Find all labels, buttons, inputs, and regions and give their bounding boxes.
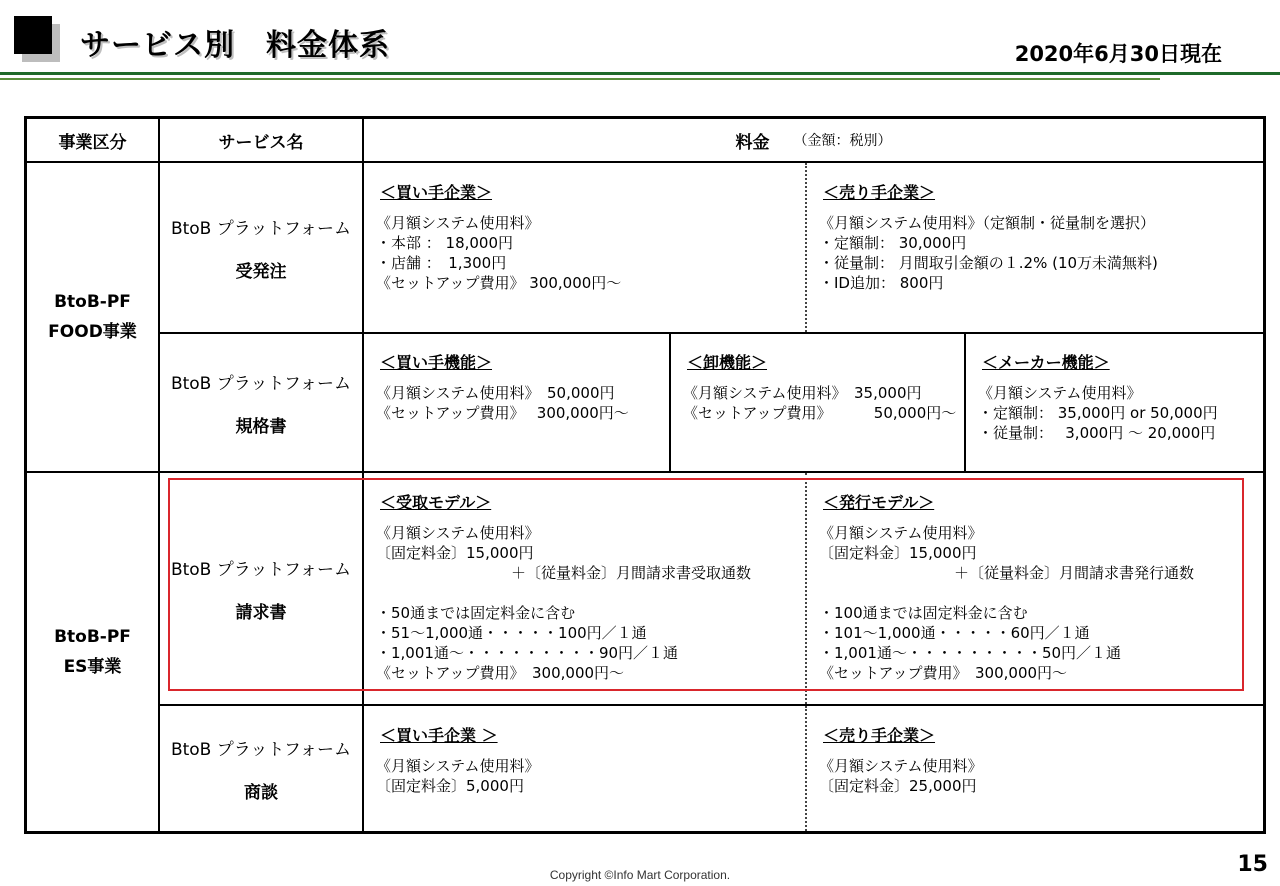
invoice-receive-line: ・51～1,000通・・・・・100円／１通 [376,624,647,642]
spec-maker-pricing [966,341,1263,443]
segment-food [27,163,158,471]
order-buyer-line: ・店舗 ： 1,300円 [376,254,507,272]
service-order-name: 受発注 [235,261,287,282]
invoice-receive-pricing [364,481,804,683]
spacer [376,583,792,603]
segment-es-line1: BtoB-PF [54,627,131,647]
invoice-issue-line: ＋〔従量料金〕月間請求書発行通数 [819,564,1195,582]
negotiation-seller-line: 《月額システム使用料》 [819,757,983,775]
invoice-receive-line: ・1,001通～・・・・・・・・・90円／１通 [376,644,679,662]
segment-es [27,473,158,831]
order-buyer-heading: ＜買い手企業＞ [380,183,493,202]
spec-buyer-line: 《セットアップ費用》 300,000円～ [376,404,629,422]
invoice-issue-line: ・101～1,000通・・・・・60円／１通 [819,624,1090,642]
negotiation-seller-pricing [807,714,1263,796]
invoice-issue-line: 〔固定料金〕15,000円 [819,544,977,562]
service-invoice [160,473,362,704]
order-buyer-line: 《月額システム使用料》 [376,214,540,232]
negotiation-buyer-heading: ＜買い手企業 ＞ [380,726,498,745]
segment-es-line2: ES事業 [63,657,122,677]
spec-buyer-line: 《月額システム使用料》 50,000円 [376,384,615,402]
invoice-receive-line: 〔固定料金〕15,000円 [376,544,534,562]
header-service-label: サービス名 [218,132,304,153]
spec-buyer-heading: ＜買い手機能＞ [380,353,493,372]
invoice-issue-line: ・1,001通～・・・・・・・・・50円／１通 [819,644,1122,662]
order-seller-line: 《月額システム使用料》（定額制・従量制を選択） [819,214,1156,232]
negotiation-seller-line: 〔固定料金〕25,000円 [819,777,977,795]
order-buyer-line: 《セットアップ費用》 300,000円～ [376,274,622,292]
header-rule-secondary [0,78,1160,80]
header-service [160,119,362,161]
service-spec [160,334,362,471]
negotiation-buyer-line: 《月額システム使用料》 [376,757,540,775]
service-order [160,163,362,332]
invoice-receive-line: ・50通までは固定料金に含む [376,604,576,622]
invoice-receive-line: ＋〔従量料金〕月間請求書受取通数 [376,564,752,582]
negotiation-buyer-line: 〔固定料金〕5,000円 [376,777,524,795]
order-seller-heading: ＜売り手企業＞ [823,183,936,202]
invoice-issue-line: 《月額システム使用料》 [819,524,983,542]
title-square-icon [14,16,52,54]
order-seller-pricing [807,171,1263,293]
invoice-receive-line: 《セットアップ費用》 300,000円～ [376,664,625,682]
header-price-note: （金額：税別） [793,133,892,149]
spec-wholesale-pricing [671,341,964,423]
page-title: サービス別 料金体系 [80,28,390,63]
order-seller-line: ・定額制： 30,000円 [819,234,967,252]
segment-food-line2: FOOD事業 [48,322,137,342]
service-spec-name: 規格書 [235,416,287,437]
header-segment-label: 事業区分 [58,132,127,153]
service-invoice-name: 請求書 [235,602,287,623]
invoice-issue-line: ・100通までは固定料金に含む [819,604,1028,622]
spec-wholesale-line: 《月額システム使用料》 35,000円 [683,384,922,402]
service-spec-platform: BtoB プラットフォーム [170,373,352,394]
as-of-date: 2020年6月30日現在 [1014,42,1222,66]
copyright: Copyright ©Info Mart Corporation. [549,868,731,882]
pricing-table [24,116,1266,834]
header-price-label: 料金 [735,132,770,153]
spec-maker-line: ・従量制： 3,000円 ～ 20,000円 [978,424,1216,442]
invoice-issue-line: 《セットアップ費用》 300,000円～ [819,664,1068,682]
invoice-issue-heading: ＜発行モデル＞ [823,493,935,512]
spec-maker-line: 《月額システム使用料》 [978,384,1142,402]
order-seller-line: ・従量制： 月間取引金額の１.2% (10万未満無料) [819,254,1158,272]
order-seller-line: ・ID追加： 800円 [819,274,944,292]
service-negotiation [160,706,362,831]
service-order-platform: BtoB プラットフォーム [170,218,352,239]
header-segment [27,119,158,161]
header-rule [0,72,1280,75]
invoice-issue-pricing [807,481,1263,683]
negotiation-seller-heading: ＜売り手企業＞ [823,726,936,745]
order-buyer-line: ・本部 ： 18,000円 [376,234,514,252]
spec-wholesale-heading: ＜卸機能＞ [687,353,768,372]
service-negotiation-platform: BtoB プラットフォーム [170,739,352,760]
spec-maker-line: ・定額制： 35,000円 or 50,000円 [978,404,1218,422]
segment-food-line1: BtoB-PF [54,292,131,312]
service-invoice-platform: BtoB プラットフォーム [170,559,352,580]
service-negotiation-name: 商談 [244,782,278,803]
invoice-receive-heading: ＜受取モデル＞ [380,493,492,512]
spec-buyer-pricing [364,341,669,423]
order-buyer-pricing [364,171,804,293]
spec-maker-heading: ＜メーカー機能＞ [982,353,1110,372]
negotiation-buyer-pricing [364,714,804,796]
header-price [364,119,1263,161]
spacer [819,583,1251,603]
spec-wholesale-line: 《セットアップ費用》 50,000円～ [683,404,957,422]
page-number: 15 [1237,852,1268,877]
invoice-receive-line: 《月額システム使用料》 [376,524,540,542]
